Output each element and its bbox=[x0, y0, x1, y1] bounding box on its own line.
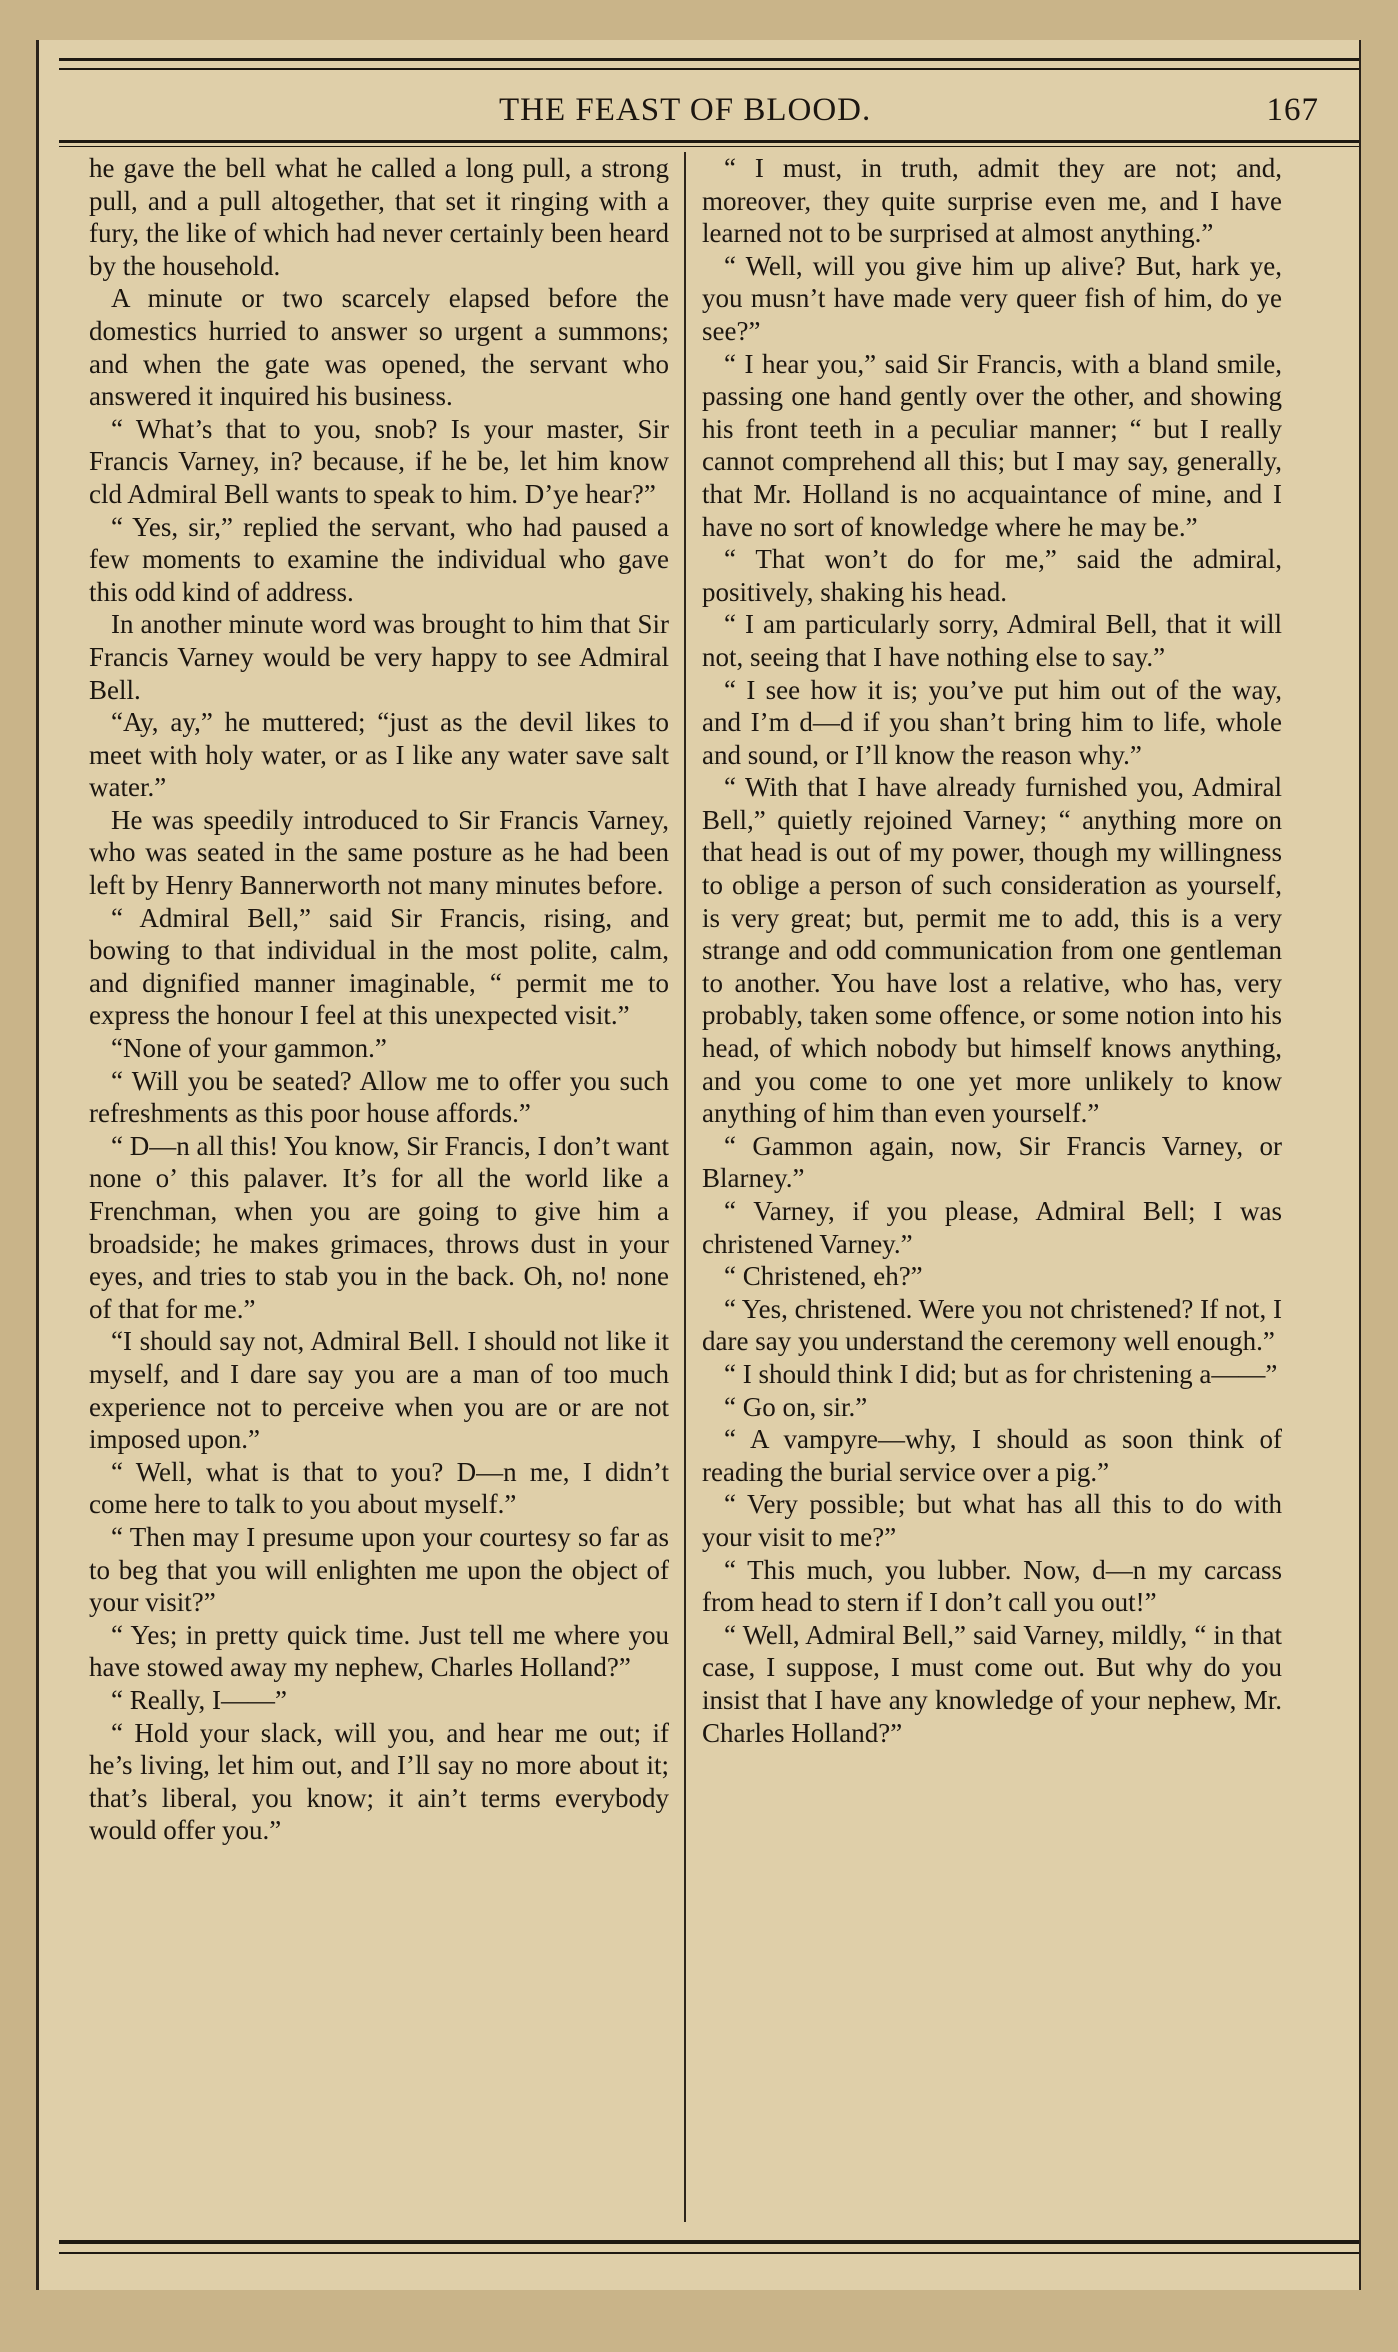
header-rule bbox=[59, 140, 1359, 143]
paragraph: “ Varney, if you please, Admiral Bell; I was christened Varney.” bbox=[702, 1196, 1282, 1259]
paragraph: “ Admiral Bell,” said Sir Francis, rising, and bowing to that individual in the most polite, calm, and dignified manner imaginable, “ permit me to express the honour I feel at this unexpected visit.” bbox=[89, 902, 669, 1031]
paragraph: “ This much, you lubber. Now, d—n my carcass from head to stern if I don’t call you out!” bbox=[702, 1554, 1282, 1618]
right-column bbox=[702, 152, 1282, 2232]
running-header bbox=[59, 92, 1319, 142]
paragraph: “ Well, Admiral Bell,” said Varney, mildly, “ in that case, I suppose, I must come out. But why do you insist that I have any knowledge of your nephew, Mr. Charles Holland?” bbox=[702, 1619, 1282, 1748]
paragraph: “ Yes; in pretty quick time. Just tell me where you have stowed away my nephew, Charles Holland?” bbox=[89, 1619, 669, 1683]
paragraph: “ With that I have already furnished you, Admiral Bell,” quietly rejoined Varney; “ anything more on that head is out of my power, though my willingness to oblige a person of such consideration as yourself, is very great; but, permit me to add, this is a very strange and odd communication from one gentleman to another. You have lost a relative, who has, very probably, taken some offence, or some notion into his head, of which nobody but himself knows anything, and you come to one yet more unlikely to know anything of him than even yourself.” bbox=[702, 772, 1282, 1129]
bottom-rule bbox=[59, 2240, 1359, 2244]
paragraph: “ Then may I presume upon your courtesy so far as to beg that you will enlighten me upon the object of your visit?” bbox=[89, 1521, 669, 1618]
paragraph: “ Very possible; but what has all this to do with your visit to me?” bbox=[702, 1489, 1282, 1552]
bottom-rule-thin bbox=[59, 2252, 1359, 2254]
top-rule bbox=[59, 58, 1359, 61]
paragraph: “ A vampyre—why, I should as soon think of reading the burial service over a pig.” bbox=[702, 1424, 1282, 1487]
paragraph: “ Yes, christened. Were you not christened? If not, I dare say you understand the ceremony well enough.” bbox=[702, 1293, 1282, 1357]
paragraph: “ Yes, sir,” replied the servant, who had paused a few moments to examine the individual who gave this odd kind of address. bbox=[89, 511, 669, 607]
paragraph: “ Christened, eh?” bbox=[724, 1261, 923, 1292]
paragraph: In another minute word was brought to him that Sir Francis Varney would be very happy to see Admiral Bell. bbox=[89, 609, 669, 705]
paragraph: A minute or two scarcely elapsed before the domestics hurried to answer so urgent a summons; and when the gate was opened, the servant who answered it inquired his business. bbox=[89, 283, 669, 412]
running-title: THE FEAST OF BLOOD. bbox=[499, 92, 872, 128]
paragraph: “None of your gammon.” bbox=[111, 1033, 387, 1064]
paragraph: “ I am particularly sorry, Admiral Bell, that it will not, seeing that I have nothing else to say.” bbox=[702, 609, 1282, 672]
left-column bbox=[89, 152, 669, 2232]
column-divider bbox=[684, 152, 686, 2222]
paragraph: “ What’s that to you, snob? Is your master, Sir Francis Varney, in? because, if he be, let him know cld Admiral Bell wants to speak to him. D’ye hear?” bbox=[89, 413, 669, 509]
top-rule-thin bbox=[59, 68, 1359, 70]
paragraph: “ Really, I——” bbox=[111, 1684, 287, 1715]
paragraph: “ Well, will you give him up alive? But, hark ye, you musn’t have made very queer fish of him, do ye see?” bbox=[702, 250, 1282, 346]
paragraph: “I should say not, Admiral Bell. I should not like it myself, and I dare say you are a man of too much experience not to perceive when you are or are not imposed upon.” bbox=[89, 1326, 669, 1455]
paragraph: He was speedily introduced to Sir Francis Varney, who was seated in the same posture as he had been left by Henry Bannerworth not many minutes before. bbox=[89, 804, 669, 901]
paragraph: “ I see how it is; you’ve put him out of the way, and I’m d—d if you shan’t bring him to life, whole and sound, or I’ll know the reason why.” bbox=[702, 674, 1282, 770]
paragraph: “ That won’t do for me,” said the admiral, positively, shaking his head. bbox=[702, 544, 1282, 607]
paragraph: “ Will you be seated? Allow me to offer you such refreshments as this poor house affords.” bbox=[89, 1065, 669, 1129]
paragraph: “ I hear you,” said Sir Francis, with a bland smile, passing one hand gently over the other, and showing his front teeth in a peculiar manner; “ but I really cannot comprehend all this; but I may say, generally, that Mr. Holland is no acquaintance of mine, and I have no sort of knowledge where he may be.” bbox=[702, 348, 1282, 542]
paragraph: “ Go on, sir.” bbox=[724, 1391, 868, 1422]
paragraph: he gave the bell what he called a long pull, a strong pull, and a pull altogether, that set it ringing with a fury, the like of which had never certainly been heard by the household. bbox=[89, 153, 669, 281]
paragraph: “ D—n all this! You know, Sir Francis, I don’t want none o’ this palaver. It’s for all the world like a Frenchman, when you are going to give him a broadside; he makes grimaces, throws dust in your eyes, and tries to stab you in the back. Oh, no! none of that for me.” bbox=[89, 1130, 669, 1324]
paragraph: “ I must, in truth, admit they are not; and, moreover, they quite surprise even me, and I have learned not to be surprised at almost anything.” bbox=[702, 153, 1282, 249]
header-rule-thin bbox=[59, 146, 1359, 147]
paragraph: “ Well, what is that to you? D—n me, I didn’t come here to talk to you about myself.” bbox=[89, 1456, 669, 1520]
book-page bbox=[36, 40, 1361, 2290]
paragraph: “ Hold your slack, will you, and hear me out; if he’s living, let him out, and I’ll say no more about it; that’s liberal, you know; it ain’t terms everybody would offer you.” bbox=[89, 1717, 669, 1846]
paragraph: “ I should think I did; but as for christening a——” bbox=[724, 1358, 1278, 1389]
page-number: 167 bbox=[1266, 92, 1319, 128]
paragraph: “ Gammon again, now, Sir Francis Varney, or Blarney.” bbox=[702, 1130, 1282, 1194]
paragraph: “Ay, ay,” he muttered; “just as the devil likes to meet with holy water, or as I like any water save salt water.” bbox=[89, 707, 669, 803]
